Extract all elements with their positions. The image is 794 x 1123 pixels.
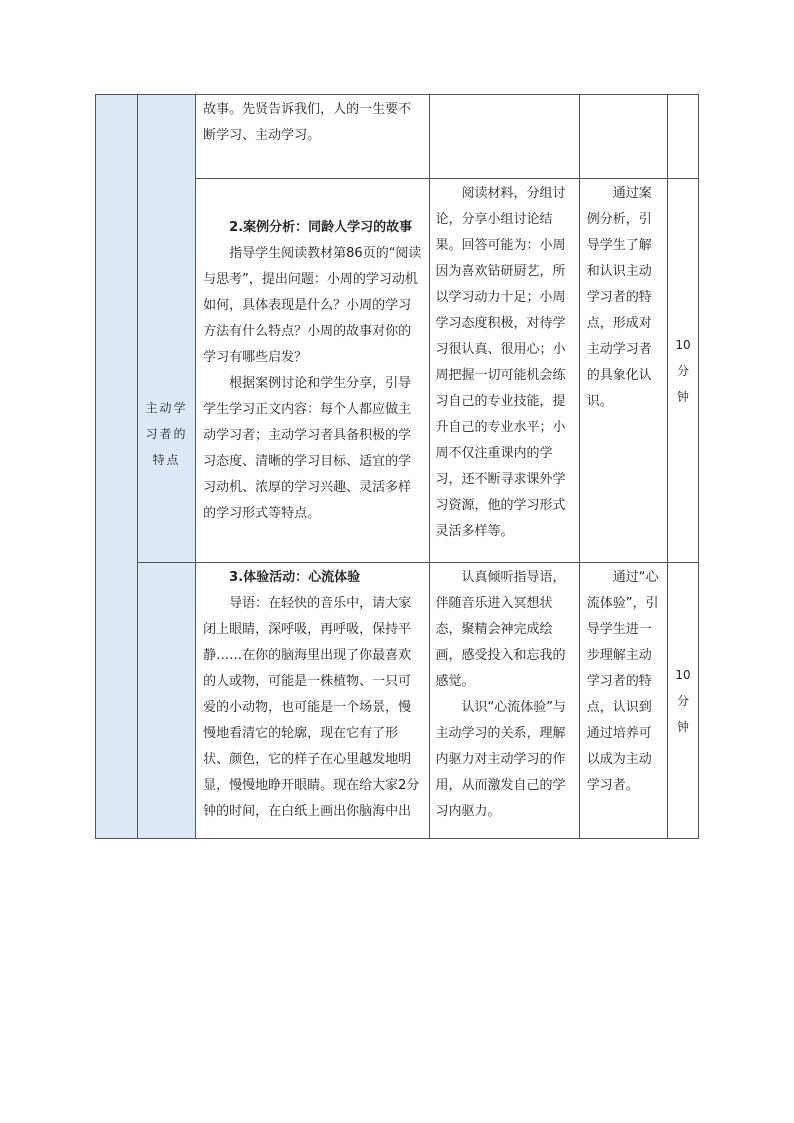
topic-cell (138, 95, 196, 563)
student-activity-text: 认真倾听指导语，伴随音乐进入冥想状态，聚精会神完成绘画，感受投入和忘我的感觉。 (435, 570, 566, 689)
goal-cell (579, 563, 667, 839)
goal-cell (579, 95, 667, 179)
time-cell (667, 563, 698, 839)
activity-cell (196, 563, 429, 839)
student-activity-text: 阅读材料，分组讨论，分享小组讨论结果。回答可能为：小周因为喜欢钻研厨艺，所以学习动力十足；小周学习态度积极，对待学习很认真、很用心；小周把握一切可能机会练习自己的专业技能，提升自己的专业水平；小周不仅注重课内的学习，还不断寻求课外学习资源，他的学习形式灵活多样等。 (435, 186, 566, 539)
paragraph: 根据案例讨论和学生分享，引导学生学习正文内容：每个人都应做主动学习者；主动学习者具备积极的学习态度、清晰的学习目标、适宜的学习动机、浓厚的学习兴趣、灵活多样的学习形式等特点。 (203, 375, 412, 521)
activity-cell (196, 95, 429, 179)
time-text: 10分钟 (675, 667, 691, 734)
student-cell (429, 563, 579, 839)
student-activity-text: 认识“心流体验”与主动学习的关系，理解内驱力对主动学习的作用，从而激发自己的学习内驱力。 (435, 700, 567, 819)
paragraph: 指导学生阅读教材第86页的“阅读与思考”，提出问题：小周的学习动机如何，具体表现是什么？小周的学习方法有什么特点？小周的故事对你的学习有哪些启发？ (203, 245, 422, 365)
goal-cell (579, 179, 667, 563)
goal-text: 通过“心流体验”，引导学生进一步理解主动学习者的特点，认识到通过培养可以成为主动学习者。 (586, 570, 659, 793)
table-row (96, 95, 699, 179)
activity-text: 故事。先贤告诉我们，人的一生要不断学习、主动学习。 (203, 102, 412, 143)
section-title: 2.案例分析：同龄人学习的故事 (229, 219, 413, 235)
goal-text: 通过案例分析，引导学生了解和认识主动学习者的特点，形成对主动学习者的具象化认识。 (586, 186, 652, 409)
time-cell (667, 179, 698, 563)
topic-cell-continued (138, 563, 196, 839)
time-text: 10分钟 (675, 337, 691, 404)
activity-cell (196, 179, 429, 563)
table-row (96, 563, 699, 839)
student-cell (429, 179, 579, 563)
time-cell (667, 95, 698, 179)
topic-label: 主动学习者的特点 (145, 401, 188, 467)
phase-cell (96, 95, 138, 839)
section-title: 3.体验活动：心流体验 (229, 570, 361, 585)
student-cell (429, 95, 579, 179)
paragraph: 导语：在轻快的音乐中，请大家闭上眼睛，深呼吸，再呼吸，保持平静……在你的脑海里出现了你最喜欢的人或物，可能是一株植物、一只可爱的小动物，也可能是一个场景，慢慢地看清它的轮廓，现在它有了形状、颜色，它的样子在心里越发地明显，慢慢地睁开眼睛。现在给大家2分钟的时间，在白纸上画出你脑海中出 (203, 596, 420, 819)
